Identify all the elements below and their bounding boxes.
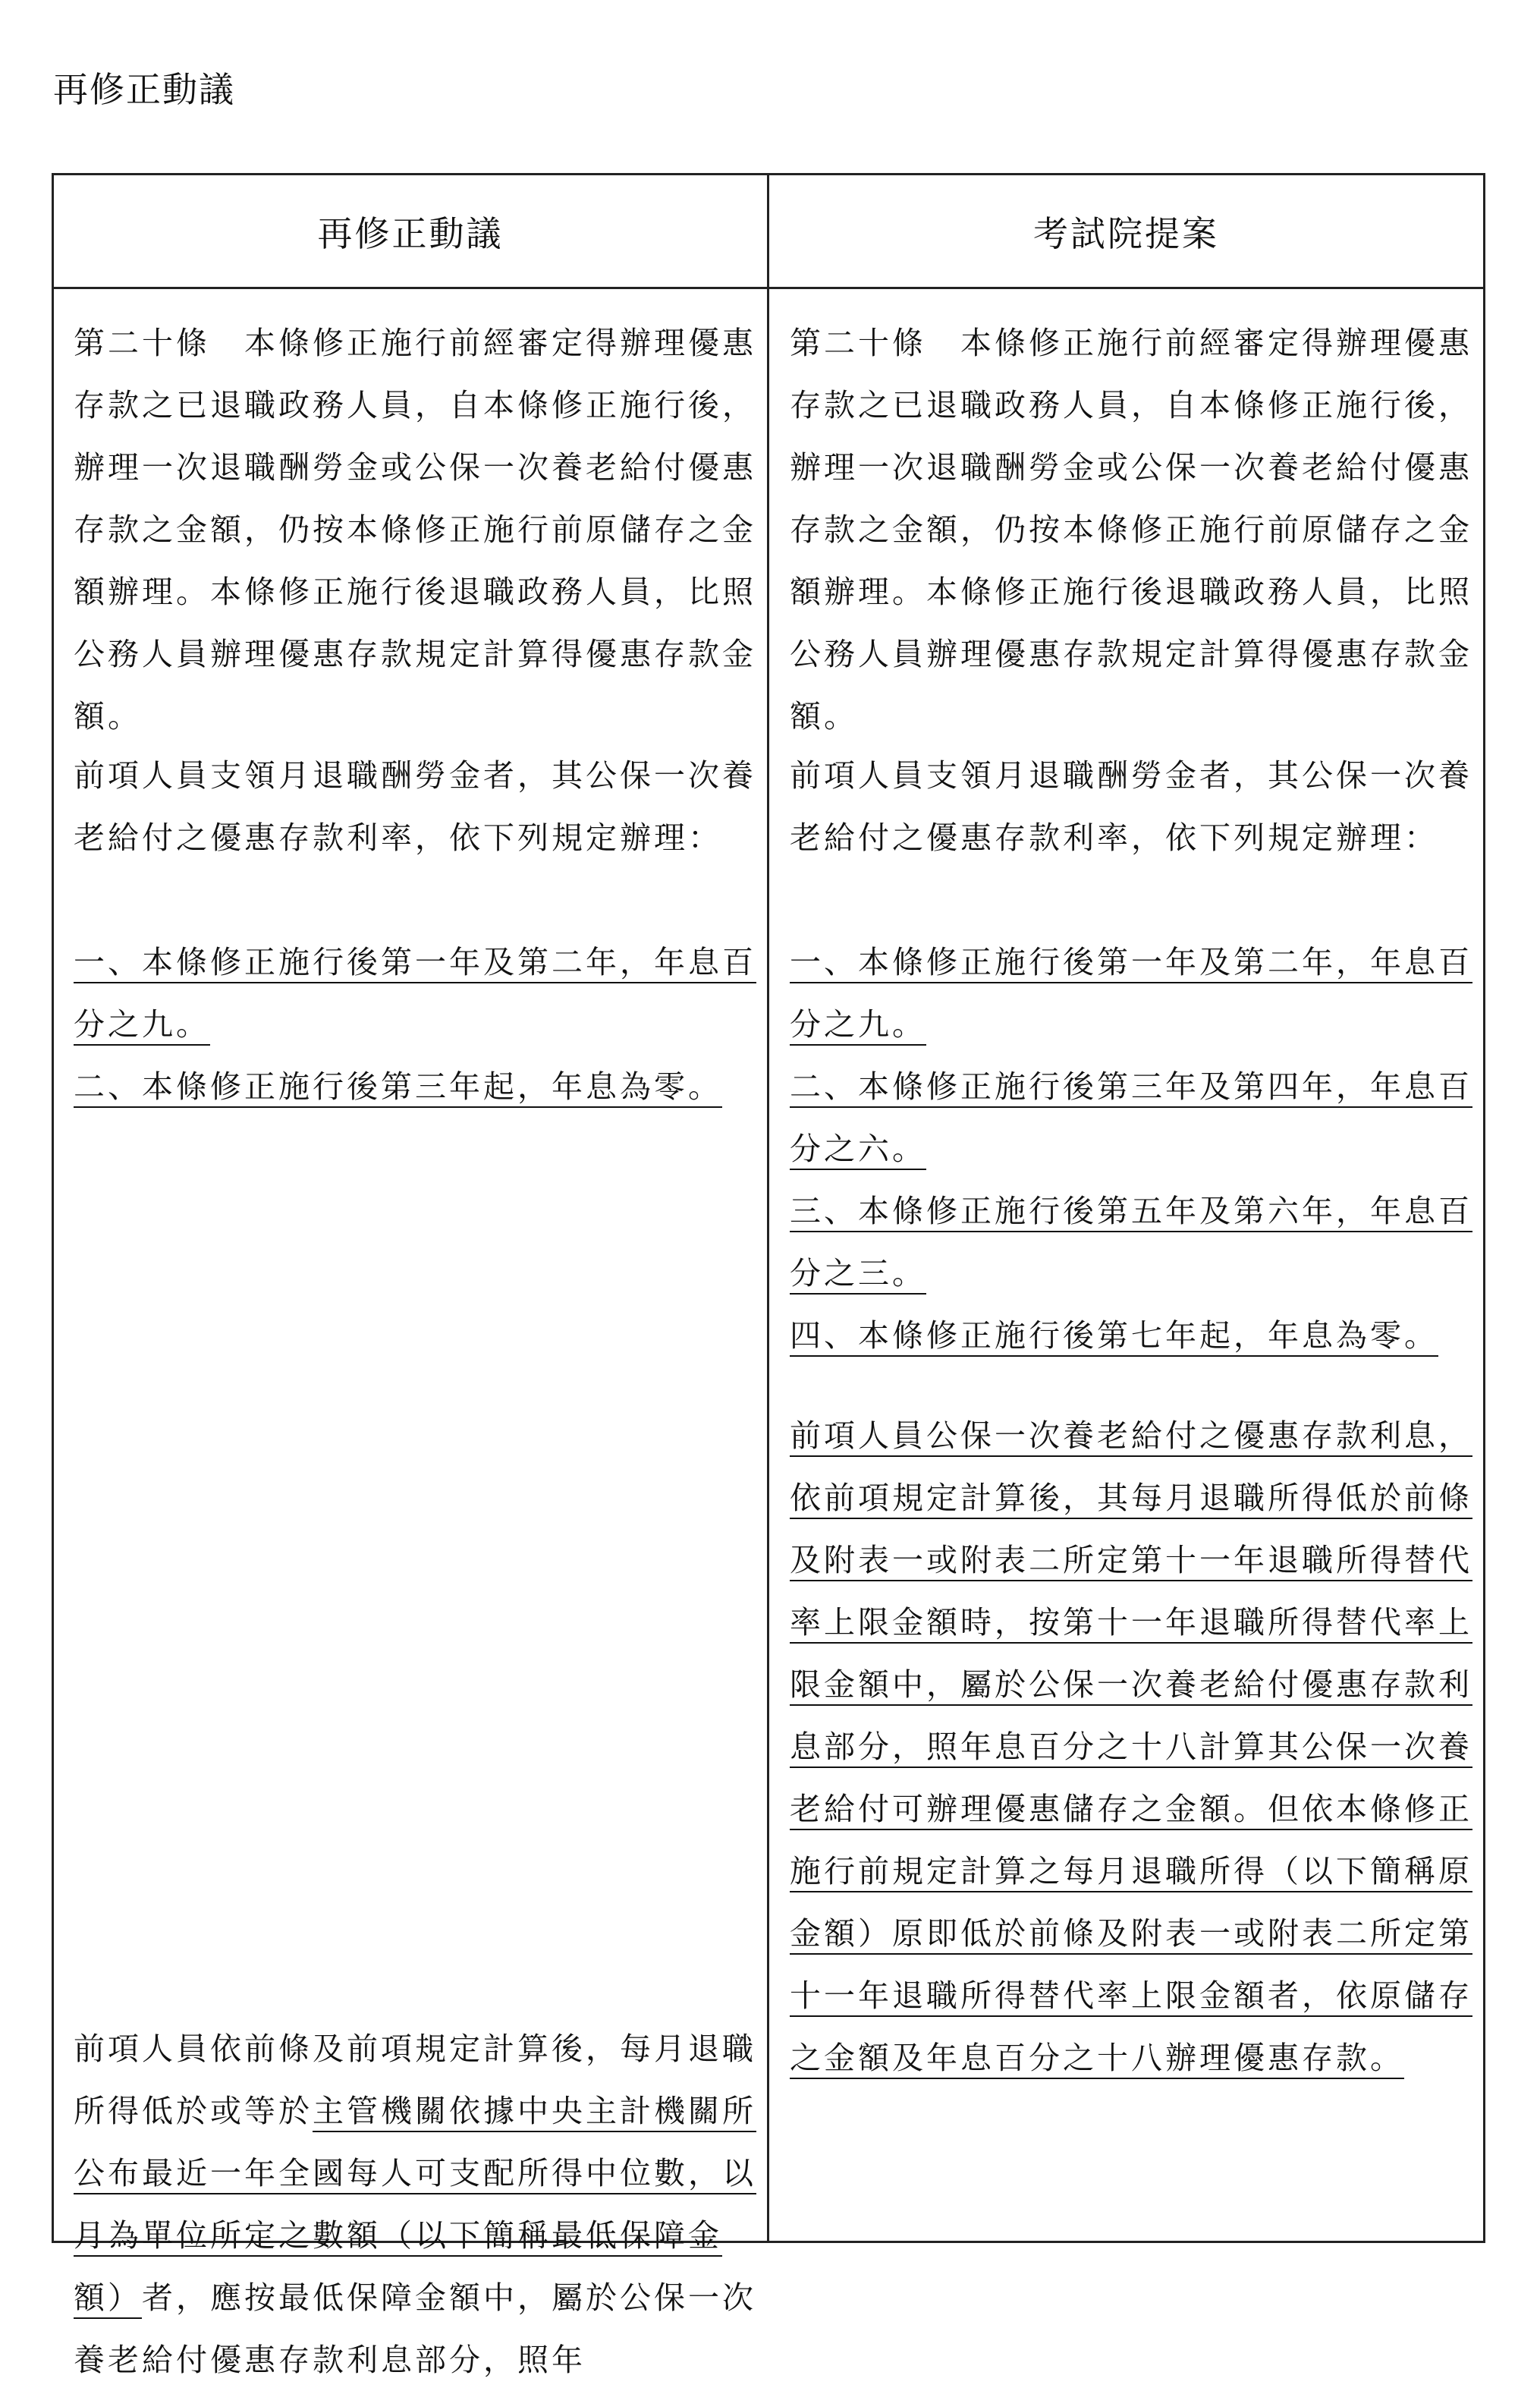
article-20-paragraph-1: 第二十條 本條修正施行前經審定得辦理優惠存款之已退職政務人員，自本條修正施行後，辦理一次退職酬勞金或公保一次養老給付優惠存款之金額，仍按本條修正施行前原儲存之金額辦理。本條修正施行後退職政務人員，比照公務人員辦理優惠存款規定計算得優惠存款金額。 xyxy=(790,325,1472,735)
rate-item-2 xyxy=(790,1056,1472,1180)
rate-item-1 xyxy=(74,931,756,1056)
rate-item-3 xyxy=(790,1180,1472,1304)
column-header-examination-yuan-proposal: 考試院提案 xyxy=(1033,212,1219,254)
rate-item-1-text: 一、本條修正施行後第一年及第二年，年息百分之九。 xyxy=(790,944,1472,1043)
paragraph-3-underlined-text: 主管機關依據中央主計機關所公布最近一年全國每人可支配所得中位數，以月為單位所定之數額（以下簡稱最低保障金額） xyxy=(74,2093,756,2316)
page-title: 再修正動議 xyxy=(53,69,235,110)
article-20-paragraph-3 xyxy=(790,1405,1472,2089)
paragraph-3-underlined-text: 前項人員公保一次養老給付之優惠存款利息，依前項規定計算後，其每月退職所得低於前條及附表一或附表二所定第十一年退職所得替代率上限金額時，按第十一年退職所得替代率上限金額中，屬於公保一次養老給付優惠存款利息部分，照年息百分之十八計算其公保一次養老給付可辦理優惠儲存之金額。但依本條修正施行前規定計算之每月退職所得（以下簡稱原金額）原即低於前條及附表一或附表二所定第十一年退職所得替代率上限金額者，依原儲存之金額及年息百分之十八辦理優惠存款。 xyxy=(790,1417,1472,2076)
rate-item-2 xyxy=(74,1056,756,1118)
article-20-paragraph-1: 第二十條 本條修正施行前經審定得辦理優惠存款之已退職政務人員，自本條修正施行後，辦理一次退職酬勞金或公保一次養老給付優惠存款之金額，仍按本條修正施行前原儲存之金額辦理。本條修正施行後退職政務人員，比照公務人員辦理優惠存款規定計算得優惠存款金額。 xyxy=(74,325,756,735)
rate-item-2-text: 二、本條修正施行後第三年起，年息為零。 xyxy=(74,1068,722,1105)
paragraph-3-rest-text: 者，應按最低保障金額中，屬於公保一次養老給付優惠存款利息部分，照年 xyxy=(74,2279,756,2378)
rate-item-2-text: 二、本條修正施行後第三年及第四年，年息百分之六。 xyxy=(790,1068,1472,1167)
column-divider xyxy=(767,175,769,2241)
rate-item-1 xyxy=(790,931,1472,1056)
article-20-paragraph-3 xyxy=(74,2018,756,2391)
column-header-revised-motion: 再修正動議 xyxy=(317,212,504,254)
article-20-paragraph-2: 前項人員支領月退職酬勞金者，其公保一次養老給付之優惠存款利率，依下列規定辦理： xyxy=(790,757,1472,856)
rate-item-4-text: 四、本條修正施行後第七年起，年息為零。 xyxy=(790,1317,1438,1354)
paragraph-3-plain-text: 前項人員依前條及前項規定計算後，每月退職所得低於或等於 xyxy=(74,2031,756,2129)
comparison-table xyxy=(52,173,1485,2378)
rate-item-3-text: 三、本條修正施行後第五年及第六年，年息百分之三。 xyxy=(790,1193,1472,1291)
article-20-paragraph-2: 前項人員支領月退職酬勞金者，其公保一次養老給付之優惠存款利率，依下列規定辦理： xyxy=(74,757,756,856)
rate-item-1-text: 一、本條修正施行後第一年及第二年，年息百分之九。 xyxy=(74,944,756,1043)
rate-item-4 xyxy=(790,1304,1472,1367)
